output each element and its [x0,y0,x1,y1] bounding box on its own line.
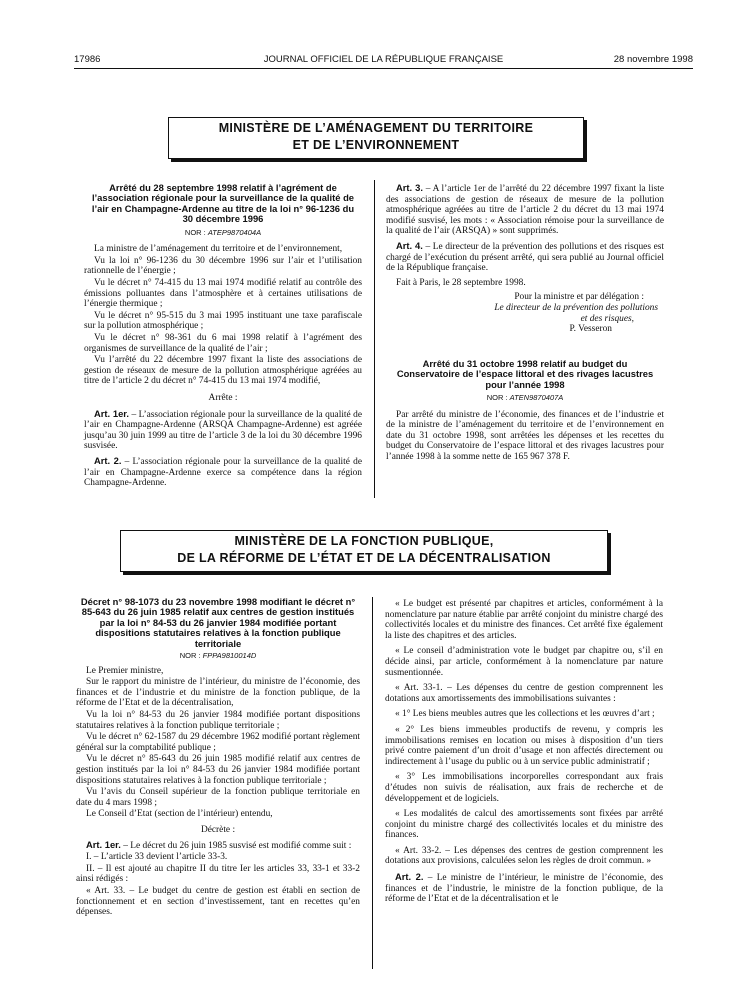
ministry-heading-2-line2: DE LA RÉFORME DE L’ÉTAT ET DE LA DÉCENTRALISATION [177,551,551,565]
decret-article-1: Art. 1er. – Le décret du 26 juin 1985 susvisé est modifié comme suit : [86,838,352,851]
decret-item-1: I. – L’article 33 devient l’article 33-3. [86,852,228,863]
arrete1-para: Vu le décret n° 74-415 du 13 mai 1974 modifié relatif au contrôle des émissions polluantes dans l’atmosphère et à certaines utilisations de l’énergie thermique ; [84,278,362,310]
decret-decrete: Décrète : [200,824,236,835]
arrete1-article-2: Art. 2. – L’association régionale pour la surveillance de la qualité de l’air en Champagne-Ardenne exerce sa compétence dans la région Champagne-Ardenne. [84,454,362,489]
arrete1-para: Vu le décret n° 95-515 du 3 mai 1995 instituant une taxe parafiscale sur la pollution atmosphérique ; [84,310,362,332]
decret-article-33: « Art. 33. – Le budget du centre de gestion est établi en section de fonctionnement et en section d’investissement, tant en recettes qu’en dépenses. [76,885,360,918]
decret-column-left [76,597,360,919]
arrete1-para: Vu le décret n° 98-361 du 6 mai 1998 relatif à l’agrément des organismes de surveillance de la qualité de l’air ; [84,332,362,354]
ministry-heading-2-line1: MINISTÈRE DE LA FONCTION PUBLIQUE, [234,534,494,548]
arrete1-article-3: Art. 3. – A l’article 1er de l’arrêté du 22 décembre 1997 fixant la liste des associations de gestion de réseaux de mesure de la pollution atmosphérique agréées au titre de l’article 2 du décret du 13 mai 1974 modifié susvisé, les mots : « Association rémoise pour la surveillance de la qualité de l’air (ARSQA) » sont supprimés. [386,182,665,237]
decret-para: « 2° Les biens immeubles productifs de revenu, y compris les immobilisations remises en location ou mises à disposition d’un tiers privé contre paiement d’un droit d’usage et non affectés directement ou indirectement à l’usage du public ou à un service public administratif ; [385,724,663,767]
decret-para: « 1° Les biens meubles autres que les collections et les œuvres d’art ; [395,709,655,720]
arrete1-arrete: Arrête : [208,392,238,403]
arrete1-signature: Pour la ministre et par délégation : Le directeur de la prévention des pollutions et des risques, P. Vesseron [494,292,658,335]
decret-nor: NOR : FPPA9810014D [179,651,257,661]
column-divider-2 [372,597,373,969]
decret-para: « Le budget est présenté par chapitres et articles, conformément à la nomenclature par nature établie par arrêté conjoint du ministre chargé des collectivités locales et du ministre des finances. Cet arrêté fixe également la liste des chapitres et des articles. [385,599,663,641]
decret-article-2: Art. 2. – Le ministre de l’intérieur, le ministre de l’économie, des finances et de l’industrie, le ministre de la fonction publique, de la réforme de l’Etat et de la décentralisation et le [385,871,663,905]
running-header [74,54,693,68]
arrete1-title: Arrêté du 28 septembre 1998 relatif à l’agrément de l’association régionale pour la surveillance de la qualité de l’air en Champagne-Ardenne au titre de la loi n° 96-1236 du 30 décembre 1996 [91,182,355,225]
column-divider-1 [374,180,375,498]
page-number: 17986 [74,54,101,65]
arrete2-nor-code: ATEN9870407A [509,392,564,402]
ministry-heading-2 [120,530,608,572]
decret-para: Le Conseil d’Etat (section de l’intérieur) entendu, [86,809,273,820]
decret-para: « Le conseil d’administration vote le budget par chapitre ou, s’il en décide ainsi, par article, conformément à la nomenclature par nature susmentionnée. [385,646,663,678]
decret-para: Vu l’avis du Conseil supérieur de la fonction publique territoriale en date du 4 mars 1998 ; [76,787,360,808]
decret-para: « 3° Les immobilisations incorporelles correspondant aux frais d’études non suivis de réalisation, aux frais de recherche et de développement et de logiciels. [385,772,663,804]
decret-para: « Les modalités de calcul des amortissements sont fixées par arrêté conjoint du ministre chargé des collectivités locales et du ministre des finances. [385,809,663,841]
ministry-heading-1 [168,117,584,159]
journal-title: JOURNAL OFFICIEL DE LA RÉPUBLIQUE FRANÇAISE [263,54,504,65]
arrete2-para: Par arrêté du ministre de l’économie, des finances et de l’industrie et de la ministre de l’aménagement du territoire et de l’environnement en date du 31 octobre 1998, sont arrêtées les dépenses et les recettes du budget du Conservatoire de l’espace littoral et des rivages lacustres pour l’année 1998 à la somme nette de 165 967 378 F. [386,409,664,462]
arrete2-nor: NOR : ATEN9870407A [486,392,564,402]
arrete2-title: Arrêté du 31 octobre 1998 relatif au budget du Conservatoire de l’espace littoral et des rivages lacustres pour l’année 1998 [396,357,654,390]
arrete1-article-1: Art. 1er. – L’association régionale pour la surveillance de la qualité de l’air en Champagne-Ardenne (ARSQA Champagne-Ardenne) est agréée jusqu’au 30 juin 1999 au titre de l’article 3 de la loi du 30 décembre 1996 susvisée. [84,407,362,452]
decret-article-33-1: « Art. 33-1. – Les dépenses du centre de gestion comprennent les dotations aux amortissements des immobilisations suivantes : [385,683,663,704]
ministry-heading-1-line2: ET DE L’ENVIRONNEMENT [292,138,460,152]
ministry-heading-1-line1: MINISTÈRE DE L’AMÉNAGEMENT DU TERRITOIRE [218,121,534,135]
arrete1-para: Vu la loi n° 96-1236 du 30 décembre 1996 sur l’air et l’utilisation rationnelle de l’énergie ; [84,255,362,277]
decret-para: Le Premier ministre, [86,665,164,676]
arrete1-column-right [386,183,664,464]
decret-para: Vu la loi n° 84-53 du 26 janvier 1984 modifiée portant dispositions statutaires relatives à la fonction publique territoriale ; [76,710,360,731]
arrete1-fait: Fait à Paris, le 28 septembre 1998. [396,277,526,288]
issue-date: 28 novembre 1998 [613,54,693,65]
decret-para: Vu le décret n° 85-643 du 26 juin 1985 modifié relatif aux centres de gestion institués par la loi n° 84-53 du 26 janvier 1984 modifiée portant dispositions statutaires relatives à la fonction publique territoriale ; [76,754,360,786]
decret-title: Décret n° 98-1073 du 23 novembre 1998 modifiant le décret n° 85-643 du 26 juin 1985 relatif aux centres de gestion institués par la loi n° 84-53 du 26 janvier 1984 modifiée portant dispositions statutaires relatives à la fonction publique territoriale [80,596,356,649]
decret-column-right [385,599,663,906]
arrete1-article-4: Art. 4. – Le directeur de la prévention des pollutions et des risques est chargé de l’exécution du présent arrêté, qui sera publié au Journal officiel de la République française. [386,239,664,274]
arrete1-nor-code: ATEP9870404A [207,227,262,237]
decret-para: Vu le décret n° 62-1587 du 29 décembre 1962 modifié portant règlement général sur la comptabilité publique ; [76,732,360,753]
arrete1-para: La ministre de l’aménagement du territoire et de l’environnement, [94,244,343,255]
header-rule [74,68,693,69]
decret-article-33-2: « Art. 33-2. – Les dépenses des centres de gestion comprennent les dotations aux provisions, calculées selon les règles de droit commun. » [385,845,663,867]
arrete1-nor: NOR : ATEP9870404A [184,227,262,237]
arrete1-para: Vu l’arrêté du 22 décembre 1997 fixant la liste des associations de gestion de réseaux de mesure de la pollution atmosphérique agréées au titre de l’article 2 du décret n° 74-415 du 13 mai 1974 modifié, [84,355,362,387]
decret-item-2: II. – Il est ajouté au chapitre II du titre Ier les articles 33, 33-1 et 33-2 ainsi rédigés : [76,863,360,885]
arrete1-column-left [84,183,362,490]
decret-nor-code: FPPA9810014D [202,651,257,661]
decret-para: Sur le rapport du ministre de l’intérieur, du ministre de l’économie, des finances et de l’industrie et du ministre de la fonction publique, de la réforme de l’Etat et de la décentralisation, [76,677,360,709]
